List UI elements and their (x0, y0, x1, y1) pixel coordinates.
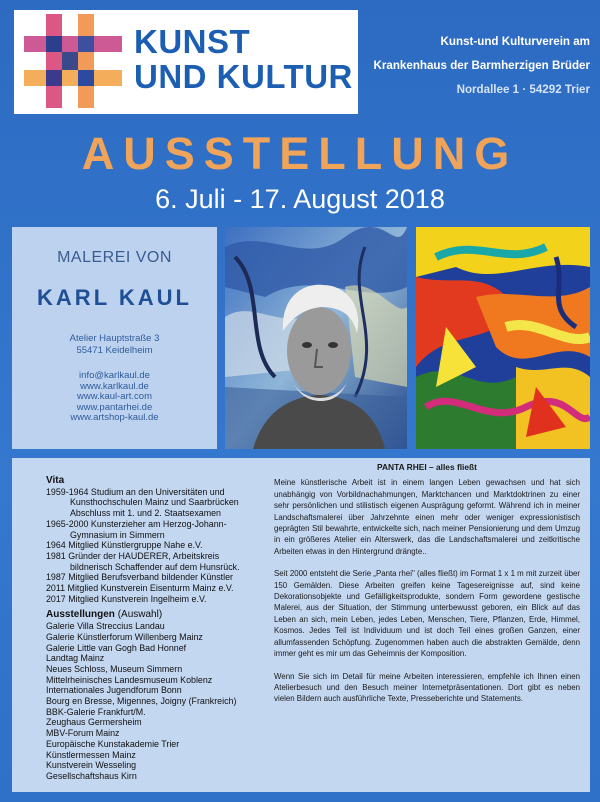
vita-line: 2017 Mitglied Kunstverein Ingelheim e.V. (46, 593, 207, 604)
artist-name: KARL KAUL (37, 285, 192, 310)
contact-website-1[interactable]: www.karlkaul.de (80, 380, 149, 392)
artist-info-panel (12, 227, 217, 449)
association-line-1: Kunst-und Kulturverein am (440, 35, 590, 48)
exhibition-item: MBV-Forum Mainz (46, 728, 120, 739)
contact-list (12, 371, 217, 424)
statement-paragraph-2: Seit 2000 entsteht die Serie „Panta rhei" (alles fließt) im Format 1 x 1 m mit zurzeit über 150 Gemälden. Diese Arbeiten greifen keine Tagesereignisse auf, sind keine Dekorationsobjekte und Gefälligkeitsprodukte, sondern Form gewordene gestische Malerei, aus der Situation, der Stimmung unterbewusst geboren, ein Blick auf das Leben an sich, mein Leben, jedes Leben, Menschen, Tiere, Pflanzen, Erde, Himmel, Kosmos. Jedes Teil ist Individuum und ist doch Teil eines großen Ganzen, einer allumfassenden Schöpfung. Zugenommen haben auch die abstrakten Gemälde, denn immer geht es mir um das Geheimnis der Komposition. (274, 569, 580, 659)
exhibitions-subheading: (Auswahl) (117, 609, 163, 621)
vita-line: 1959-1964 Studium an den Universitäten und (46, 486, 225, 497)
hash-logo-icon (24, 14, 122, 108)
exhibition-item: Künstlermessen Mainz (46, 749, 136, 760)
painting-by-label: MALEREI VON (57, 249, 172, 266)
statement-paragraph-1: Meine künstlerische Arbeit ist in einem langen Leben gewachsen und hat sich unabhängig von Vorbildnachahmungen, Marktchancen und Marktdoktrinen zu einer sehr persönlichen und stilistisch eigenen Ausprägung geformt. Während ich in meiner Landschaftsmalerei über Jahrzehnte einen mehr oder weniger expressionistisch geprägten Stil bewahrte, entwickelte sich, nach meiner Pensionierung und dem Umzug in ein größeres Atelier ein Alterswerk, das die Landschaftsmalerei und zeitkritische Arbeiten etwas in den Hintergrund drängte.. (274, 478, 580, 556)
vita-line: Kunsthochschulen Mainz und Saarbrücken (70, 497, 239, 508)
exhibition-item: Zeughaus Germersheim (46, 717, 142, 728)
contact-email[interactable]: info@karlkaul.de (79, 370, 150, 381)
logo-line-2: UND KULTUR (134, 58, 353, 95)
exhibition-item: Neues Schloss, Museum Simmern (46, 663, 183, 674)
logo-text (134, 24, 353, 94)
vita-line: 1981 Gründer der HAUDERER, Arbeitskreis (46, 550, 220, 561)
exhibition-item: Galerie Künstlerforum Willenberg Mainz (46, 631, 203, 642)
vita-line: 2011 Mitglied Kunstverein Eisenturm Mainz e.V. (46, 583, 234, 594)
vita-column (46, 476, 276, 782)
exhibition-item: Mittelrheinisches Landesmuseum Koblenz (46, 674, 213, 685)
exhibitions-heading (46, 610, 276, 621)
exhibitions-heading-text: Ausstellungen (46, 609, 115, 621)
vita-line: Abschluss mit 1. und 2. Staatsexamen (70, 508, 221, 519)
atelier-street: Atelier Hauptstraße 3 (69, 333, 160, 344)
exhibition-item: Kunstverein Wesseling (46, 760, 137, 771)
vita-line: 1987 Mitglied Berufsverband bildender Künstler (46, 572, 233, 583)
exhibition-title: AUSSTELLUNG (81, 128, 519, 179)
logo-box (14, 10, 358, 114)
abstract-painting-image (416, 227, 590, 449)
exhibition-item: Galerie Villa Streccius Landau (46, 621, 165, 632)
association-info (360, 30, 590, 102)
details-panel (12, 458, 590, 792)
contact-website-3[interactable]: www.pantarhei.de (76, 401, 153, 413)
association-line-2: Krankenhaus der Barmherzigen Brüder (373, 59, 590, 72)
atelier-city: 55471 Keidelheim (76, 345, 153, 356)
statement-heading: PANTA RHEI – alles fließt (377, 462, 477, 472)
contact-website-2[interactable]: www.kaul-art.com (77, 391, 152, 402)
exhibition-item: Europäische Kunstakademie Trier (46, 738, 180, 749)
logo-line-1: KUNST (134, 23, 251, 60)
exhibition-item: Galerie Little van Gogh Bad Honnef (46, 642, 187, 653)
vita-line: 1965-2000 Kunsterzieher am Herzog-Johann- (46, 518, 227, 529)
exhibition-dates: 6. Juli - 17. August 2018 (155, 184, 445, 214)
exhibition-item: Bourg en Bresse, Migennes, Joigny (Frankreich) (46, 696, 237, 707)
vita-line: bildnerisch Schaffender auf dem Hunsrück. (70, 561, 240, 572)
statement-paragraph-3: Wenn Sie sich im Detail für meine Arbeiten interessieren, empfehle ich Ihnen einen Atelierbesuch und den Besuch meiner Internetpräsentationen. Dort gibt es neben vielen Bildern auch ausführliche Texte, Presseberichte und Statements. (274, 671, 580, 704)
exhibition-item: Gesellschaftshaus Kirn (46, 770, 137, 781)
exhibition-item: Internationales Jugendforum Bonn (46, 685, 182, 696)
contact-website-4[interactable]: www.artshop-kaul.de (70, 412, 159, 423)
vita-line: Gymnasium in Simmern (70, 529, 165, 540)
exhibition-item: Landtag Mainz (46, 653, 105, 664)
artist-statement (274, 462, 580, 716)
vita-heading: Vita (46, 475, 65, 486)
exhibition-item: BBK-Galerie Frankfurt/M. (46, 706, 146, 717)
artist-portrait-image (225, 227, 407, 449)
association-address: Nordallee 1 · 54292 Trier (456, 83, 590, 96)
atelier-address (12, 333, 217, 357)
vita-line: 1964 Mitglied Künstlergruppe Nahe e.V. (46, 540, 203, 551)
